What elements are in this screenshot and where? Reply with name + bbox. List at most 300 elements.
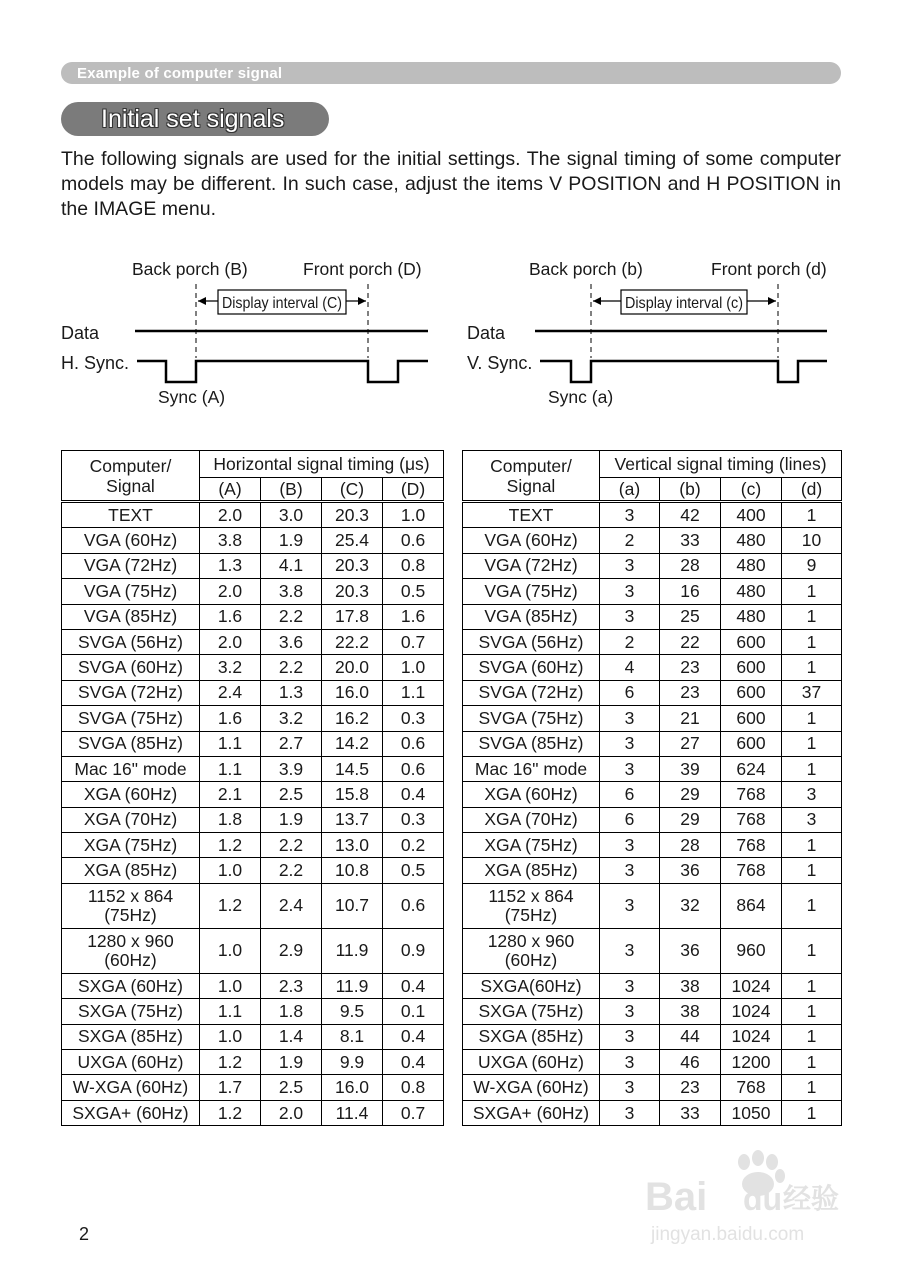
signal-text: SVGA (56Hz) bbox=[77, 631, 184, 652]
table-row bbox=[463, 973, 842, 998]
value-cell: 23 bbox=[660, 1075, 721, 1100]
value-cell: 1.8 bbox=[261, 999, 322, 1024]
signal-cell bbox=[463, 833, 600, 858]
value-cell: 1.0 bbox=[200, 858, 261, 883]
signal-text: XGA (60Hz) bbox=[484, 783, 578, 804]
value-cell: 1 bbox=[782, 629, 842, 654]
value-cell: 600 bbox=[721, 706, 782, 731]
signal-cell bbox=[463, 528, 600, 553]
signal-cell bbox=[62, 807, 200, 832]
value-cell: 2.2 bbox=[261, 604, 322, 629]
value-cell: 2.2 bbox=[261, 655, 322, 680]
value-cell: 9 bbox=[782, 553, 842, 578]
h-front-porch-label: Front porch (D) bbox=[303, 259, 422, 279]
horizontal-group-header: Horizontal signal timing (μs) bbox=[200, 451, 444, 478]
table-row bbox=[62, 883, 444, 928]
page-title: Initial set signals bbox=[101, 105, 285, 133]
value-cell: 1 bbox=[782, 928, 842, 973]
table-row bbox=[463, 833, 842, 858]
signal-text: UXGA (60Hz) bbox=[77, 1051, 184, 1072]
value-cell: 2.2 bbox=[261, 833, 322, 858]
value-cell: 3 bbox=[600, 706, 660, 731]
value-cell: 20.3 bbox=[322, 502, 383, 528]
signal-cell bbox=[62, 1075, 200, 1100]
value-cell: 3.8 bbox=[200, 528, 261, 553]
column-header-C: (C) bbox=[322, 478, 383, 502]
value-cell: 0.4 bbox=[383, 1050, 444, 1075]
signal-text: UXGA (60Hz) bbox=[478, 1051, 584, 1072]
signal-cell bbox=[463, 999, 600, 1024]
value-cell: 29 bbox=[660, 782, 721, 807]
watermark-brand-1: Bai bbox=[645, 1175, 708, 1219]
value-cell: 3 bbox=[600, 579, 660, 604]
signal-text: XGA (75Hz) bbox=[484, 834, 578, 855]
signal-cell bbox=[463, 883, 600, 928]
value-cell: 1.8 bbox=[200, 807, 261, 832]
value-cell: 8.1 bbox=[322, 1024, 383, 1049]
table-row bbox=[62, 731, 444, 756]
value-cell: 16.2 bbox=[322, 706, 383, 731]
value-cell: 1 bbox=[782, 1100, 842, 1125]
signal-text: SXGA (85Hz) bbox=[77, 1026, 184, 1047]
value-cell: 10.7 bbox=[322, 883, 383, 928]
value-cell: 0.5 bbox=[383, 579, 444, 604]
value-cell: 0.6 bbox=[383, 528, 444, 553]
value-cell: 3 bbox=[600, 502, 660, 528]
value-cell: 1.1 bbox=[200, 731, 261, 756]
table-row bbox=[463, 579, 842, 604]
value-cell: 0.3 bbox=[383, 807, 444, 832]
value-cell: 3 bbox=[600, 756, 660, 781]
value-cell: 2.0 bbox=[200, 579, 261, 604]
value-cell: 1 bbox=[782, 604, 842, 629]
signal-text: TEXT bbox=[508, 504, 554, 525]
value-cell: 0.4 bbox=[383, 973, 444, 998]
value-cell: 44 bbox=[660, 1024, 721, 1049]
v-arrowhead-right bbox=[768, 297, 776, 305]
value-cell: 0.4 bbox=[383, 1024, 444, 1049]
signal-text: SXGA (75Hz) bbox=[77, 1000, 184, 1021]
signal-text: XGA (70Hz) bbox=[83, 809, 178, 830]
signal-cell bbox=[463, 731, 600, 756]
value-cell: 0.1 bbox=[383, 999, 444, 1024]
title-pill bbox=[61, 102, 329, 136]
signal-column-header bbox=[463, 451, 600, 502]
signal-column-header bbox=[62, 451, 200, 502]
signal-text: SXGA (60Hz) bbox=[77, 975, 184, 996]
value-cell: 21 bbox=[660, 706, 721, 731]
table-row bbox=[463, 782, 842, 807]
value-cell: 2.0 bbox=[200, 629, 261, 654]
table-row bbox=[62, 528, 444, 553]
value-cell: 1200 bbox=[721, 1050, 782, 1075]
value-cell: 3 bbox=[600, 553, 660, 578]
value-cell: 600 bbox=[721, 629, 782, 654]
h-interval-label: Display interval (C) bbox=[222, 295, 342, 312]
value-cell: 2 bbox=[600, 528, 660, 553]
signal-text: SVGA (85Hz) bbox=[77, 733, 184, 754]
value-cell: 600 bbox=[721, 731, 782, 756]
value-cell: 480 bbox=[721, 604, 782, 629]
signal-cell bbox=[463, 502, 600, 528]
table-row bbox=[62, 553, 444, 578]
signal-cell bbox=[62, 833, 200, 858]
table-row bbox=[62, 999, 444, 1024]
signal-text: XGA (60Hz) bbox=[83, 783, 178, 804]
signal-text: Mac 16" mode bbox=[474, 758, 588, 779]
table-row bbox=[463, 1024, 842, 1049]
table-row bbox=[463, 756, 842, 781]
signal-text: TEXT bbox=[108, 504, 153, 525]
value-cell: 2 bbox=[600, 629, 660, 654]
value-cell: 1.0 bbox=[383, 655, 444, 680]
column-header-B: (B) bbox=[261, 478, 322, 502]
table-row bbox=[463, 1050, 842, 1075]
table-row bbox=[62, 604, 444, 629]
value-cell: 23 bbox=[660, 655, 721, 680]
signal-cell bbox=[62, 1024, 200, 1049]
value-cell: 3 bbox=[600, 833, 660, 858]
value-cell: 3 bbox=[600, 1075, 660, 1100]
value-cell: 1.0 bbox=[200, 928, 261, 973]
value-cell: 16.0 bbox=[322, 1075, 383, 1100]
value-cell: 3 bbox=[600, 1050, 660, 1075]
signal-text: SVGA (72Hz) bbox=[77, 682, 184, 703]
table-row bbox=[463, 528, 842, 553]
value-cell: 36 bbox=[660, 928, 721, 973]
table-row bbox=[62, 807, 444, 832]
value-cell: 1 bbox=[782, 756, 842, 781]
value-cell: 2.0 bbox=[200, 502, 261, 528]
v-data-label: Data bbox=[467, 323, 506, 343]
value-cell: 17.8 bbox=[322, 604, 383, 629]
signal-cell bbox=[463, 1100, 600, 1125]
value-cell: 0.8 bbox=[383, 553, 444, 578]
table-row bbox=[463, 999, 842, 1024]
value-cell: 3.0 bbox=[261, 502, 322, 528]
value-cell: 3.9 bbox=[261, 756, 322, 781]
value-cell: 0.6 bbox=[383, 756, 444, 781]
signal-cell bbox=[62, 553, 200, 578]
value-cell: 624 bbox=[721, 756, 782, 781]
value-cell: 42 bbox=[660, 502, 721, 528]
table-row bbox=[463, 680, 842, 705]
value-cell: 1 bbox=[782, 973, 842, 998]
value-cell: 1 bbox=[782, 731, 842, 756]
table-row bbox=[463, 731, 842, 756]
v-front-porch-label: Front porch (d) bbox=[711, 259, 827, 279]
value-cell: 2.3 bbox=[261, 973, 322, 998]
value-cell: 16.0 bbox=[322, 680, 383, 705]
value-cell: 3.8 bbox=[261, 579, 322, 604]
value-cell: 3 bbox=[782, 807, 842, 832]
value-cell: 1.2 bbox=[200, 833, 261, 858]
value-cell: 1.9 bbox=[261, 807, 322, 832]
signal-cell bbox=[62, 782, 200, 807]
signal-text: 1280 x 960 bbox=[87, 930, 174, 951]
signal-text: SVGA (72Hz) bbox=[478, 682, 584, 703]
value-cell: 3.2 bbox=[200, 655, 261, 680]
value-cell: 25 bbox=[660, 604, 721, 629]
table-row bbox=[62, 1050, 444, 1075]
value-cell: 1 bbox=[782, 883, 842, 928]
signal-cell bbox=[62, 731, 200, 756]
value-cell: 23 bbox=[660, 680, 721, 705]
table-row bbox=[463, 1075, 842, 1100]
value-cell: 9.9 bbox=[322, 1050, 383, 1075]
value-cell: 16 bbox=[660, 579, 721, 604]
value-cell: 13.0 bbox=[322, 833, 383, 858]
value-cell: 3.2 bbox=[261, 706, 322, 731]
value-cell: 1.7 bbox=[200, 1075, 261, 1100]
value-cell: 0.4 bbox=[383, 782, 444, 807]
column-header-a: (a) bbox=[600, 478, 660, 502]
value-cell: 2.0 bbox=[261, 1100, 322, 1125]
value-cell: 10.8 bbox=[322, 858, 383, 883]
value-cell: 2.2 bbox=[261, 858, 322, 883]
signal-text: VGA (85Hz) bbox=[484, 606, 578, 627]
signal-text: VGA (60Hz) bbox=[83, 530, 178, 551]
value-cell: 1.1 bbox=[200, 999, 261, 1024]
value-cell: 3 bbox=[600, 604, 660, 629]
signal-cell bbox=[62, 680, 200, 705]
value-cell: 46 bbox=[660, 1050, 721, 1075]
value-cell: 37 bbox=[782, 680, 842, 705]
signal-cell bbox=[62, 1100, 200, 1125]
signal-cell bbox=[62, 858, 200, 883]
value-cell: 768 bbox=[721, 858, 782, 883]
v-arrowhead-left bbox=[593, 297, 601, 305]
value-cell: 1.3 bbox=[261, 680, 322, 705]
value-cell: 1.9 bbox=[261, 528, 322, 553]
signal-text: VGA (85Hz) bbox=[83, 606, 178, 627]
signal-cell bbox=[62, 528, 200, 553]
signal-cell bbox=[463, 1050, 600, 1075]
value-cell: 0.2 bbox=[383, 833, 444, 858]
value-cell: 1.1 bbox=[200, 756, 261, 781]
value-cell: 0.7 bbox=[383, 1100, 444, 1125]
signal-cell bbox=[62, 502, 200, 528]
h-sync-waveform bbox=[137, 361, 428, 382]
value-cell: 1.0 bbox=[383, 502, 444, 528]
value-cell: 20.0 bbox=[322, 655, 383, 680]
signal-text: XGA (70Hz) bbox=[484, 809, 578, 830]
table-row bbox=[62, 680, 444, 705]
signal-header-line1: Computer/ bbox=[490, 455, 572, 476]
value-cell: 10 bbox=[782, 528, 842, 553]
h-back-porch-label: Back porch (B) bbox=[132, 259, 248, 279]
table-row bbox=[62, 706, 444, 731]
value-cell: 3 bbox=[600, 973, 660, 998]
v-sync-diagram bbox=[450, 254, 850, 414]
value-cell: 1 bbox=[782, 858, 842, 883]
h-arrowhead-right bbox=[358, 297, 366, 305]
signal-text: SVGA (85Hz) bbox=[478, 733, 584, 754]
signal-text: 1152 x 864 bbox=[87, 885, 174, 906]
value-cell: 6 bbox=[600, 807, 660, 832]
value-cell: 1 bbox=[782, 999, 842, 1024]
value-cell: 1024 bbox=[721, 999, 782, 1024]
value-cell: 1 bbox=[782, 1075, 842, 1100]
column-header-b: (b) bbox=[660, 478, 721, 502]
value-cell: 1.4 bbox=[261, 1024, 322, 1049]
column-header-A: (A) bbox=[200, 478, 261, 502]
value-cell: 33 bbox=[660, 528, 721, 553]
signal-cell bbox=[463, 973, 600, 998]
signal-cell bbox=[62, 1050, 200, 1075]
value-cell: 768 bbox=[721, 1075, 782, 1100]
value-cell: 22.2 bbox=[322, 629, 383, 654]
value-cell: 3 bbox=[782, 782, 842, 807]
value-cell: 864 bbox=[721, 883, 782, 928]
value-cell: 2.5 bbox=[261, 1075, 322, 1100]
value-cell: 1024 bbox=[721, 973, 782, 998]
value-cell: 3 bbox=[600, 928, 660, 973]
signal-header-line2: Signal bbox=[106, 475, 155, 496]
table-row bbox=[62, 833, 444, 858]
value-cell: 400 bbox=[721, 502, 782, 528]
h-sync-label: H. Sync. bbox=[61, 353, 130, 373]
value-cell: 1 bbox=[782, 655, 842, 680]
value-cell: 2.1 bbox=[200, 782, 261, 807]
table-row bbox=[463, 502, 842, 528]
signal-cell bbox=[463, 629, 600, 654]
table-row bbox=[463, 655, 842, 680]
h-arrowhead-left bbox=[198, 297, 206, 305]
table-row bbox=[463, 553, 842, 578]
value-cell: 4.1 bbox=[261, 553, 322, 578]
signal-cell bbox=[62, 604, 200, 629]
value-cell: 1.3 bbox=[200, 553, 261, 578]
value-cell: 6 bbox=[600, 782, 660, 807]
value-cell: 22 bbox=[660, 629, 721, 654]
v-back-porch-label: Back porch (b) bbox=[529, 259, 643, 279]
signal-cell bbox=[62, 655, 200, 680]
value-cell: 0.6 bbox=[383, 883, 444, 928]
signal-cell bbox=[463, 553, 600, 578]
value-cell: 1.6 bbox=[200, 604, 261, 629]
watermark-suffix: 经验 bbox=[783, 1182, 840, 1215]
value-cell: 600 bbox=[721, 680, 782, 705]
value-cell: 1.1 bbox=[383, 680, 444, 705]
signal-text: VGA (75Hz) bbox=[484, 580, 578, 601]
signal-cell bbox=[463, 782, 600, 807]
signal-text: XGA (75Hz) bbox=[83, 834, 178, 855]
value-cell: 14.2 bbox=[322, 731, 383, 756]
value-cell: 2.7 bbox=[261, 731, 322, 756]
value-cell: 3 bbox=[600, 999, 660, 1024]
value-cell: 1 bbox=[782, 706, 842, 731]
value-cell: 0.7 bbox=[383, 629, 444, 654]
value-cell: 1.6 bbox=[383, 604, 444, 629]
signal-cell bbox=[62, 973, 200, 998]
value-cell: 1 bbox=[782, 833, 842, 858]
signal-text: SVGA (75Hz) bbox=[478, 707, 584, 728]
value-cell: 768 bbox=[721, 782, 782, 807]
v-interval-label: Display interval (c) bbox=[625, 295, 743, 312]
h-sync-diagram bbox=[50, 254, 450, 414]
signal-text: SXGA+ (60Hz) bbox=[472, 1102, 590, 1123]
value-cell: 1 bbox=[782, 1050, 842, 1075]
value-cell: 20.3 bbox=[322, 579, 383, 604]
signal-text: SXGA (85Hz) bbox=[478, 1026, 584, 1047]
signal-cell bbox=[62, 883, 200, 928]
vertical-group-header: Vertical signal timing (lines) bbox=[600, 451, 842, 478]
value-cell: 2.4 bbox=[261, 883, 322, 928]
signal-text: (75Hz) bbox=[504, 904, 558, 925]
signal-cell bbox=[463, 1024, 600, 1049]
signal-text: 1280 x 960 bbox=[487, 930, 575, 951]
value-cell: 0.3 bbox=[383, 706, 444, 731]
h-data-label: Data bbox=[61, 323, 100, 343]
signal-cell bbox=[463, 604, 600, 629]
signal-cell bbox=[463, 858, 600, 883]
value-cell: 38 bbox=[660, 999, 721, 1024]
section-header bbox=[61, 62, 841, 84]
value-cell: 1050 bbox=[721, 1100, 782, 1125]
value-cell: 600 bbox=[721, 655, 782, 680]
value-cell: 3.6 bbox=[261, 629, 322, 654]
value-cell: 11.4 bbox=[322, 1100, 383, 1125]
column-header-D: (D) bbox=[383, 478, 444, 502]
signal-text: SVGA (60Hz) bbox=[77, 657, 184, 678]
value-cell: 38 bbox=[660, 973, 721, 998]
signal-text: XGA (85Hz) bbox=[484, 860, 578, 881]
table-row bbox=[62, 756, 444, 781]
signal-text: VGA (60Hz) bbox=[484, 530, 578, 551]
value-cell: 14.5 bbox=[322, 756, 383, 781]
value-cell: 29 bbox=[660, 807, 721, 832]
v-sync-label: V. Sync. bbox=[467, 353, 533, 373]
value-cell: 4 bbox=[600, 655, 660, 680]
value-cell: 0.6 bbox=[383, 731, 444, 756]
value-cell: 1 bbox=[782, 579, 842, 604]
value-cell: 3 bbox=[600, 1024, 660, 1049]
value-cell: 480 bbox=[721, 528, 782, 553]
signal-text: SVGA (56Hz) bbox=[478, 631, 584, 652]
signal-text: SXGA (75Hz) bbox=[478, 1000, 584, 1021]
signal-cell bbox=[463, 655, 600, 680]
intro-paragraph: The following signals are used for the initial settings. The signal timing of some computer models may be different. In such case, adjust the items V POSITION and H POSITION in the IMAGE menu. bbox=[61, 148, 841, 220]
baidu-jingyan-watermark bbox=[643, 1150, 848, 1250]
signal-text: (60Hz) bbox=[504, 949, 558, 970]
table-row bbox=[62, 1100, 444, 1125]
signal-header-line1: Computer/ bbox=[89, 455, 172, 476]
value-cell: 1 bbox=[782, 502, 842, 528]
value-cell: 3 bbox=[600, 858, 660, 883]
value-cell: 1.6 bbox=[200, 706, 261, 731]
table-row bbox=[463, 883, 842, 928]
signal-text: SVGA (75Hz) bbox=[77, 707, 184, 728]
signal-cell bbox=[62, 999, 200, 1024]
signal-text: (60Hz) bbox=[104, 949, 157, 970]
value-cell: 1.0 bbox=[200, 1024, 261, 1049]
value-cell: 11.9 bbox=[322, 928, 383, 973]
table-row bbox=[62, 782, 444, 807]
signal-cell bbox=[62, 706, 200, 731]
column-header-d: (d) bbox=[782, 478, 842, 502]
signal-cell bbox=[463, 680, 600, 705]
v-sync-waveform bbox=[540, 361, 827, 382]
value-cell: 11.9 bbox=[322, 973, 383, 998]
signal-cell bbox=[62, 756, 200, 781]
value-cell: 36 bbox=[660, 858, 721, 883]
value-cell: 480 bbox=[721, 553, 782, 578]
signal-text: XGA (85Hz) bbox=[83, 860, 178, 881]
section-header-text: Example of computer signal bbox=[77, 65, 283, 82]
table-row bbox=[463, 858, 842, 883]
value-cell: 13.7 bbox=[322, 807, 383, 832]
